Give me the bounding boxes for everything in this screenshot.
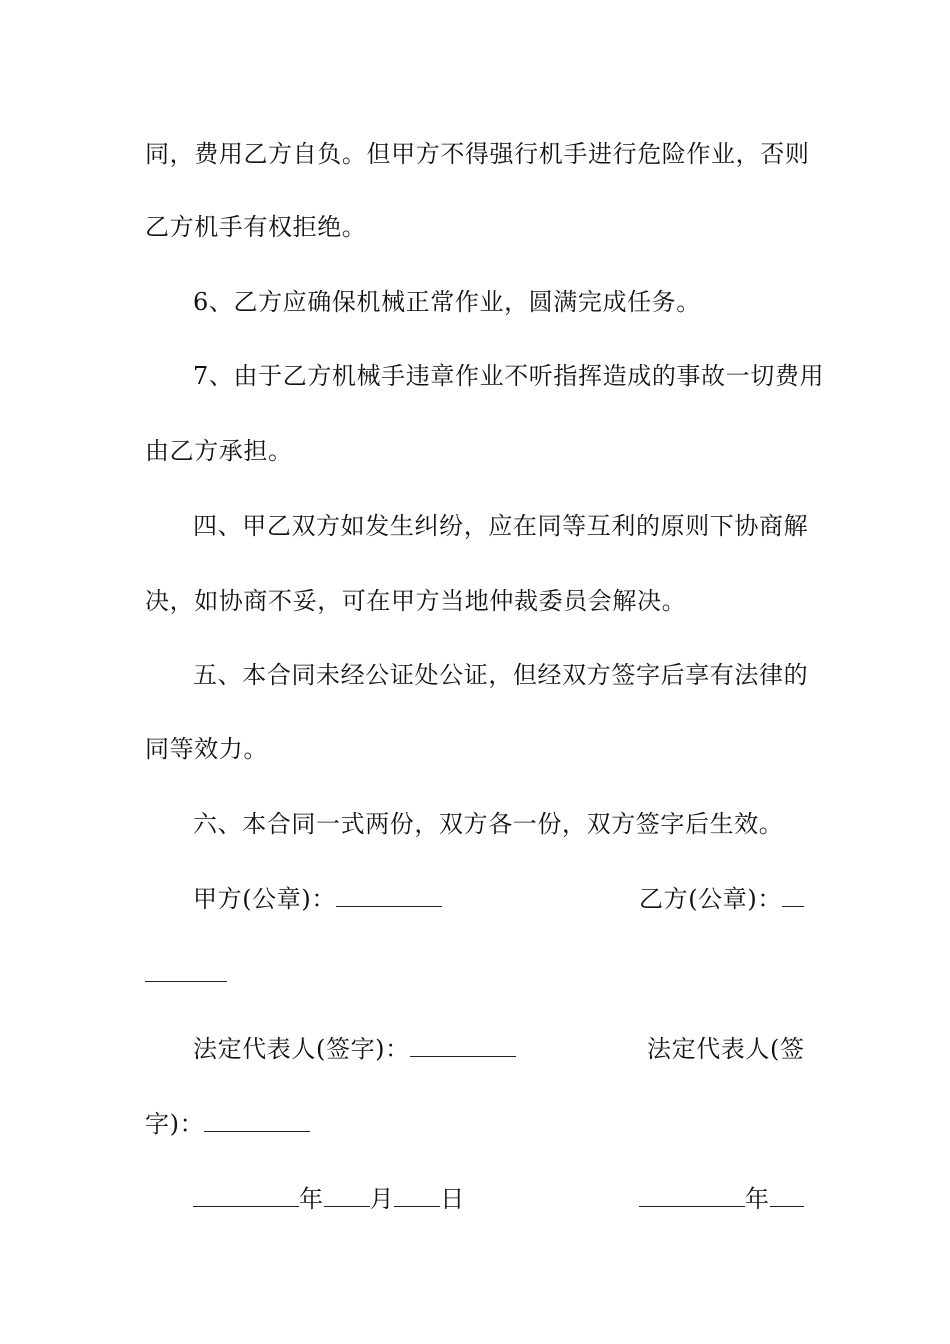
char: 字 (635, 661, 661, 689)
char: 在 (512, 512, 538, 540)
char: 违 (405, 362, 431, 390)
char: 、 (217, 512, 243, 540)
char: 未 (316, 661, 341, 689)
char: 后 (660, 661, 686, 689)
paragraph-line: 同等效力。 (145, 735, 268, 763)
char: 手 (563, 140, 588, 168)
char: 方 (316, 512, 341, 540)
char: 等 (562, 512, 587, 540)
char: 成 (627, 362, 652, 390)
char: 乙 (243, 140, 269, 168)
char: 事 (676, 362, 702, 390)
char: ， (488, 661, 513, 689)
char: 。 (341, 140, 367, 168)
char: 乙 (266, 512, 292, 540)
char: 商 (759, 512, 784, 540)
char: 证 (463, 661, 489, 689)
paragraph-line: 由乙方承担。 (145, 437, 293, 465)
char: 应 (488, 512, 513, 540)
char: 否 (760, 140, 785, 168)
char: 于 (258, 362, 283, 390)
char: 的 (651, 362, 677, 390)
char: 律 (759, 661, 784, 689)
char: 由 (233, 362, 259, 390)
char: 证 (389, 661, 415, 689)
char: 得 (464, 140, 490, 168)
day-blank (394, 1182, 440, 1207)
char: 合 (266, 661, 292, 689)
char: 双 (291, 512, 317, 540)
party-a-seal-blank (336, 882, 442, 907)
day-label: 日 (440, 1185, 465, 1213)
char: 乙 (282, 362, 308, 390)
char: 听 (528, 362, 554, 390)
char: 的 (783, 661, 809, 689)
char: 章 (430, 362, 455, 390)
year-label: 年 (299, 1185, 324, 1213)
char: 解 (783, 512, 809, 540)
clause-7 (193, 359, 825, 393)
char: 经 (340, 661, 366, 689)
char: 但 (512, 661, 538, 689)
party-b-seal-row (639, 882, 804, 916)
char: 四 (193, 512, 218, 540)
char: 本 (242, 661, 267, 689)
char: 互 (586, 512, 612, 540)
char: 经 (537, 661, 563, 689)
party-b-seal-blank (782, 882, 804, 907)
char: ， (169, 140, 195, 168)
char: 不 (440, 140, 465, 168)
char: 造 (602, 362, 628, 390)
char: 方 (415, 140, 441, 168)
char: 一 (725, 362, 751, 390)
char: 用 (799, 362, 825, 390)
char: 负 (317, 140, 342, 168)
char: 、 (217, 661, 243, 689)
party-a-seal-label: 甲方(公章)： (193, 885, 336, 913)
char: 签 (611, 661, 636, 689)
char: ， (463, 512, 489, 540)
year-blank (193, 1182, 299, 1207)
char: 原 (660, 512, 686, 540)
char: 同 (291, 661, 317, 689)
char: 五 (193, 661, 218, 689)
legal-rep-b-row-continued (145, 1107, 310, 1141)
char: ， (735, 140, 761, 168)
char: 方 (268, 140, 293, 168)
char: 有 (709, 661, 735, 689)
char: 险 (661, 140, 687, 168)
char: 进 (587, 140, 613, 168)
char: 则 (784, 140, 810, 168)
month-label: 月 (369, 1185, 395, 1213)
month-blank (770, 1182, 804, 1207)
char: 作 (686, 140, 712, 168)
party-b-seal-blank-continued (145, 957, 227, 991)
party-b-seal-blank-2 (145, 957, 227, 982)
char: 切 (750, 362, 775, 390)
char: 械 (356, 362, 382, 390)
char: 作 (454, 362, 480, 390)
char: 行 (612, 140, 638, 168)
char: 公 (439, 661, 464, 689)
char: 甲 (391, 140, 416, 168)
section-4 (193, 509, 809, 543)
char: 费 (194, 140, 219, 168)
char: 如 (340, 512, 366, 540)
char: 业 (479, 362, 505, 390)
legal-rep-a-label: 法定代表人(签字)： (193, 1035, 410, 1063)
char: 挥 (578, 362, 603, 390)
char: 处 (414, 661, 440, 689)
char: 协 (734, 512, 760, 540)
year-label: 年 (745, 1185, 770, 1213)
char: 业 (711, 140, 736, 168)
legal-rep-b-label-continued: 字)： (145, 1110, 205, 1138)
legal-rep-b-row (647, 1032, 805, 1066)
char: 、 (208, 362, 234, 390)
section-6: 六、本合同一式两份，双方各一份，双方签字后生效。 (193, 810, 784, 838)
year-blank (639, 1182, 745, 1207)
legal-rep-a-row (193, 1032, 516, 1066)
char: 公 (365, 661, 390, 689)
char: 7 (193, 362, 209, 390)
char: 则 (685, 512, 710, 540)
date-b-row (639, 1182, 804, 1216)
char: 发 (365, 512, 390, 540)
date-a-row (193, 1182, 465, 1216)
char: 生 (389, 512, 415, 540)
char: 方 (586, 661, 612, 689)
char: 不 (504, 362, 529, 390)
paragraph-line: 决，如协商不妥，可在甲方当地仲裁委员会解决。 (145, 587, 687, 615)
char: 指 (553, 362, 579, 390)
paragraph-line: 乙方机手有权拒绝。 (145, 213, 367, 241)
char: 故 (701, 362, 726, 390)
char: 双 (562, 661, 587, 689)
char: 同 (537, 512, 563, 540)
char: 法 (734, 661, 760, 689)
paragraph-line (145, 137, 810, 171)
legal-rep-b-blank (204, 1107, 310, 1132)
char: 危 (637, 140, 662, 168)
clause-6: 6、乙方应确保机械正常作业，圆满完成任务。 (193, 288, 701, 316)
char: 纷 (439, 512, 464, 540)
party-a-seal-row (193, 882, 442, 916)
legal-rep-b-label: 法定代表人(签 (647, 1035, 805, 1063)
char: 享 (685, 661, 710, 689)
char: 自 (292, 140, 318, 168)
char: 行 (514, 140, 539, 168)
char: 甲 (242, 512, 267, 540)
char: 手 (381, 362, 406, 390)
char: 的 (635, 512, 661, 540)
char: 纠 (414, 512, 440, 540)
char: 强 (489, 140, 515, 168)
party-b-seal-label: 乙方(公章)： (639, 885, 782, 913)
char: 同 (145, 140, 170, 168)
month-blank (324, 1182, 370, 1207)
char: 方 (307, 362, 332, 390)
char: 但 (366, 140, 392, 168)
char: 机 (538, 140, 564, 168)
legal-rep-a-blank (410, 1032, 516, 1057)
char: 下 (709, 512, 735, 540)
section-5 (193, 658, 809, 692)
char: 机 (331, 362, 357, 390)
char: 费 (774, 362, 800, 390)
char: 利 (611, 512, 636, 540)
char: 用 (218, 140, 244, 168)
